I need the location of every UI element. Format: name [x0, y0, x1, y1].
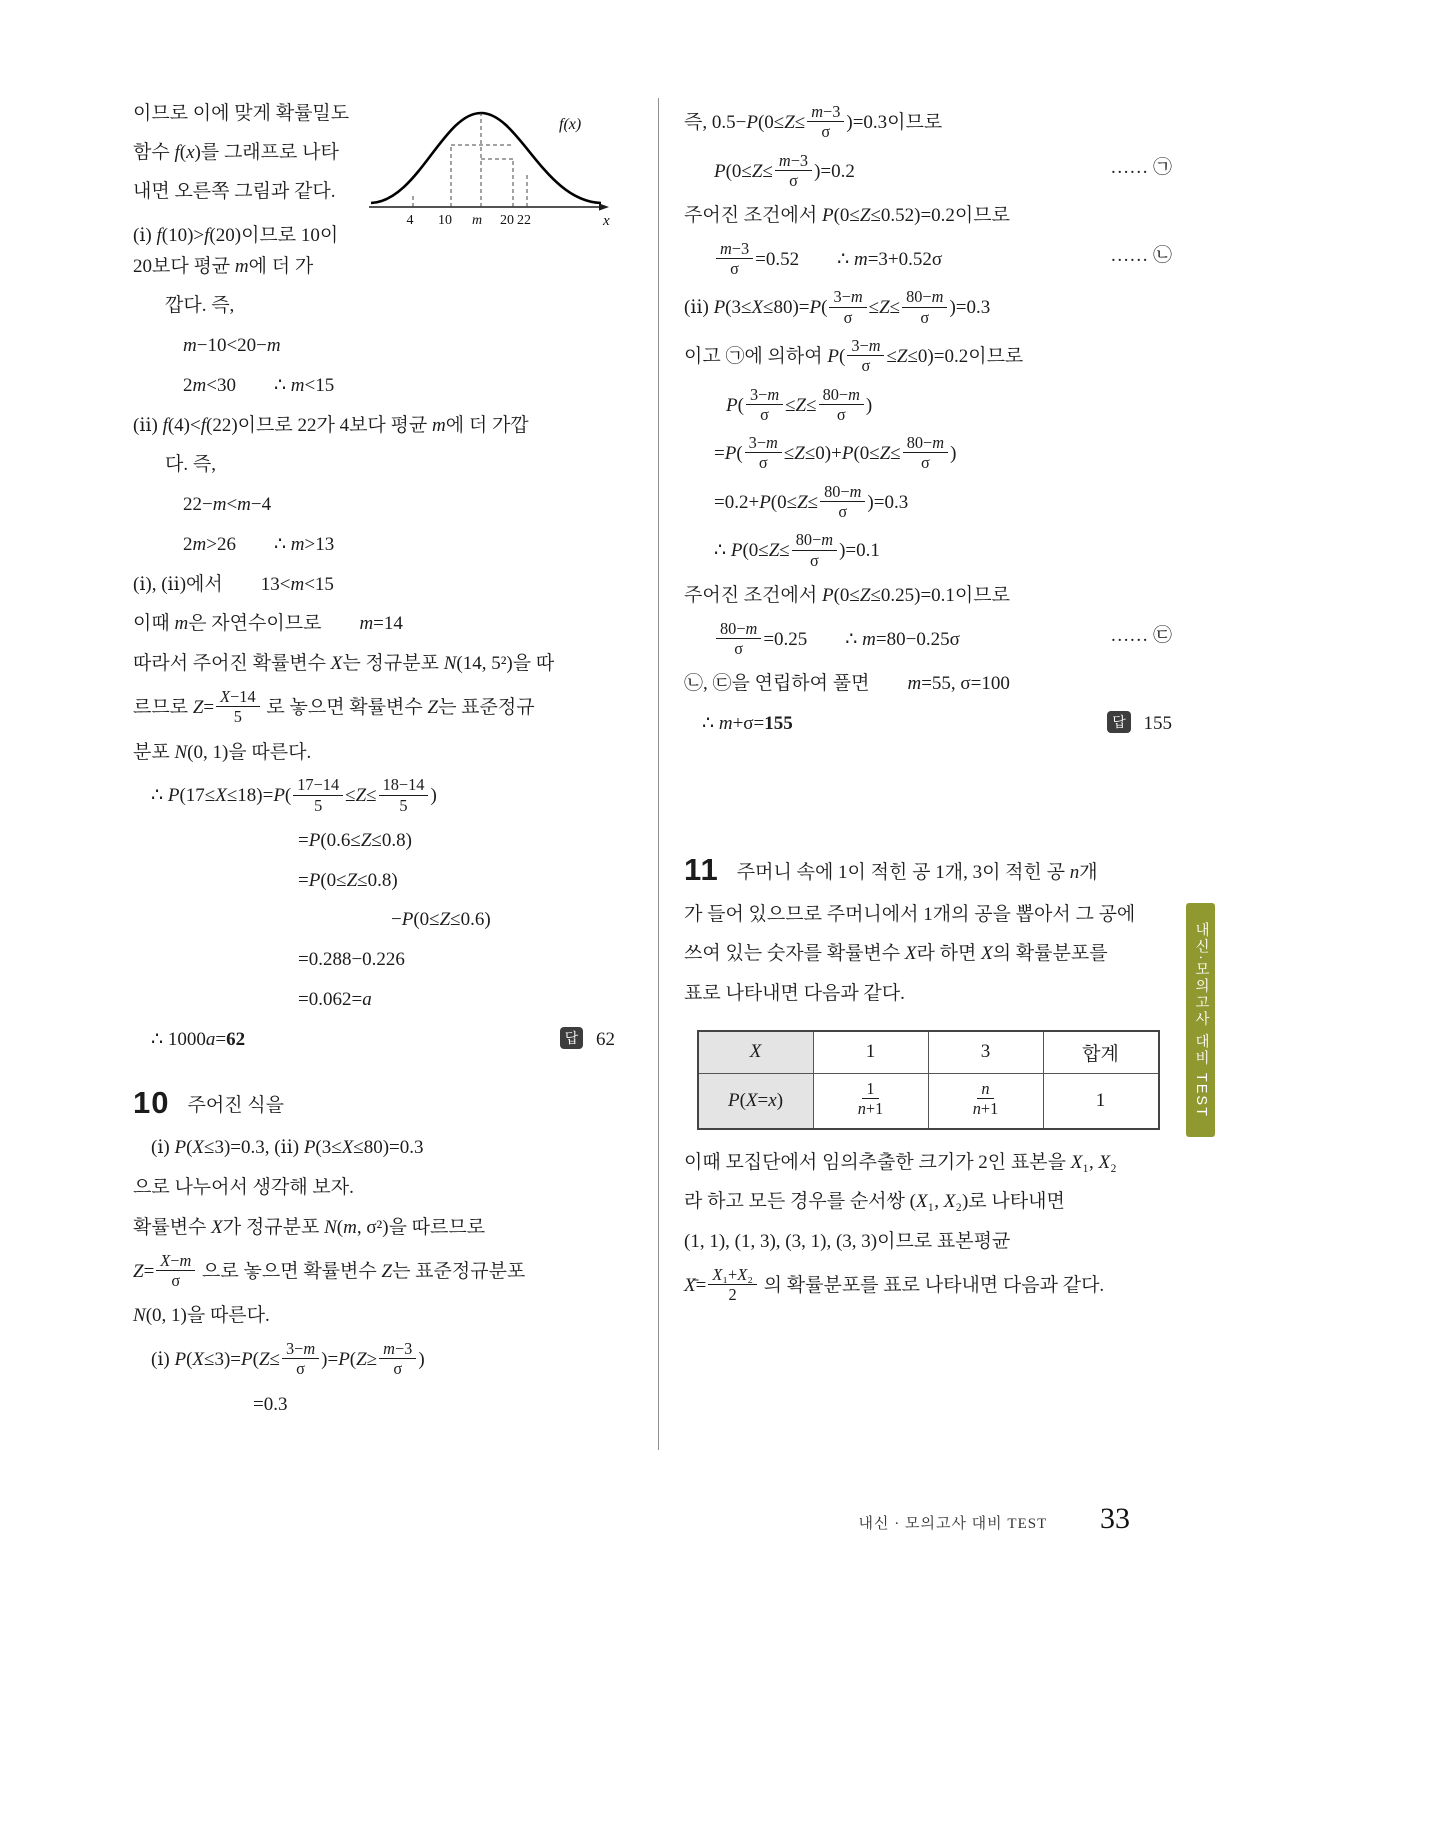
text-line: (ⅰ) P(X≤3)=0.3, (ⅱ) P(3≤X≤80)=0.3 [151, 1137, 424, 1159]
text-line: 표로 나타내면 다음과 같다. [684, 983, 905, 1005]
table-header-row [698, 1031, 1159, 1074]
text-line: 라 하고 모든 경우를 순서쌍 (X₁, X₂)로 나타내면 [684, 1191, 1065, 1213]
text-line: =0.3 [253, 1393, 288, 1415]
x-axis-label: x [603, 213, 610, 229]
text-line: (ⅰ), (ⅱ)에서 13<m<15 [133, 573, 334, 595]
table-cell: 1 [1043, 1073, 1159, 1128]
table-cell: X [698, 1031, 814, 1074]
text-line: 깝다. 즉, [165, 295, 235, 317]
text-line: 주어진 조건에서 P(0≤Z≤0.52)=0.2이므로 [684, 205, 1010, 227]
problem10-continued-lines [684, 104, 1172, 740]
text-line: =0.2+P(0≤Z≤ $\frac{80-m}{\sigma}$ )=0.3 [714, 481, 909, 521]
svg-text:22: 22 [517, 213, 531, 228]
text-line: (ⅰ) f(10)>f(20)이므로 10이 20보다 평균 m에 더 가 [133, 224, 343, 277]
table-cell: P(X=x) [698, 1073, 814, 1128]
text-line: ∴ m+σ=155 답 155 [684, 709, 1172, 740]
text-line: =0.062=a [298, 988, 372, 1010]
text-line: ∴ 1000a=62 답 62 [133, 1025, 615, 1056]
problem10-heading [133, 1085, 615, 1121]
text-line: ∴ P(0≤Z≤ $\frac{80-m}{\sigma}$ )=0.1 [714, 530, 880, 570]
page-number: 33 [1100, 1502, 1130, 1535]
text-line: 2m<30 ∴ m<15 [183, 374, 335, 396]
normal-distribution-graph [363, 95, 615, 247]
left-column [133, 95, 615, 1429]
text-line: 이고 ㉠에 의하여 P( $\frac{3-m}{\sigma}$ ≤Z≤0)=0.2이므로 [684, 336, 1024, 376]
text-line: 이때 m은 자연수이므로 m=14 [133, 613, 403, 635]
text-line: (ⅱ) f(4)<f(22)이므로 22가 4보다 평균 m에 더 가깝 [133, 414, 529, 436]
fx-label: f(x) [559, 116, 582, 133]
text-line: 확률변수 X가 정규분포 N(m, σ²)을 따르므로 [133, 1217, 486, 1239]
table-cell: $\frac{1}{n+1}$ [813, 1073, 928, 1128]
svg-text:20: 20 [500, 213, 514, 228]
problem11-intro-text: 주머니 속에 1이 적힌 공 1개, 3이 적힌 공 n개 [736, 861, 1098, 883]
probability-distribution-table [697, 1030, 1160, 1130]
column-divider [658, 98, 659, 1450]
problem10-intro-text: 주어진 식을 [187, 1095, 285, 1117]
problem11-lines-before-table [684, 900, 1172, 1010]
table-cell: 3 [928, 1031, 1043, 1074]
text-line: 2m>26 ∴ m>13 [183, 533, 335, 555]
problem11-heading [684, 852, 1172, 888]
text-line: =P( $\frac{3-m}{\sigma}$ ≤Z≤0)+P(0≤Z≤ $\frac{80-m}{\sigma}$ ) [714, 433, 957, 473]
section-side-tab: 내신·모의고사 대비 TEST [1186, 903, 1215, 1137]
table-row [698, 1073, 1159, 1128]
problem11-lines-after-table [684, 1148, 1172, 1307]
normal-curve-figure [363, 95, 615, 247]
text-line: (ⅱ) P(3≤X≤80)=P( $\frac{3-m}{\sigma}$ ≤Z≤ $\frac{80-m}{\sigma}$ )=0.3 [684, 287, 991, 327]
text-line: N(0, 1)을 따른다. [133, 1305, 270, 1327]
text-line: 르므로 Z= $\frac{X-14}{5}$ 로 놓으면 확률변수 Z는 표준정규 [133, 687, 535, 727]
answer-badge: 답 [1107, 711, 1131, 733]
text-line: X̄= $\frac{\text{X₁+X₂}}{2}$ 의 확률분포를 표로 나타내면 다음과 같다. [684, 1264, 1105, 1305]
text-line: (ⅰ) P(X≤3)=P(Z≤ $\frac{3-m}{\sigma}$ )=P(Z≥ $\frac{m-3}{\sigma}$ ) [151, 1339, 425, 1379]
line-right-mark: 답 62 [560, 1025, 615, 1056]
text-line: 으로 나누어서 생각해 보자. [133, 1177, 354, 1199]
problem10-solution-lines [133, 1133, 615, 1420]
problem9-solution-intro [133, 95, 615, 229]
text-line: −P(0≤Z≤0.6) [391, 909, 491, 931]
guide-lines [413, 113, 527, 207]
problem11-number: 11 [684, 851, 719, 887]
text-line: $\frac{80-m}{\sigma}$ =0.25 ∴ m=80−0.25σ …… ㉢ [684, 621, 1172, 661]
svg-text:4: 4 [406, 213, 414, 228]
text-line: 쓰여 있는 숫자를 확률변수 X라 하면 X의 확률분포를 [684, 943, 1108, 965]
answer-badge: 답 [560, 1027, 584, 1049]
text-line: 즉, 0.5−P(0≤Z≤ $\frac{m-3}{\sigma}$ )=0.3이므로 [684, 102, 943, 142]
text-line: =P(0≤Z≤0.8) [298, 869, 398, 891]
right-column [684, 95, 1172, 1315]
text-line: 분포 N(0, 1)을 따른다. [133, 741, 312, 763]
table-cell: 합계 [1043, 1031, 1159, 1074]
table-cell: $\frac{n}{n+1}$ [928, 1073, 1043, 1128]
text-line: =0.288−0.226 [298, 949, 405, 971]
text-line: 다. 즉, [165, 454, 216, 476]
problem10-number: 10 [133, 1085, 170, 1121]
text-line: 22−m<m−4 [183, 494, 272, 516]
page-footer [0, 1502, 1130, 1536]
text-line: P(0≤Z≤ $\frac{m-3}{\sigma}$ )=0.2 …… ㉠ [714, 150, 1172, 190]
text-line: (1, 1), (1, 3), (3, 1), (3, 3)이므로 표본평균 [684, 1231, 1011, 1253]
text-line: m−10<20−m [183, 335, 281, 357]
tick-labels [407, 213, 532, 228]
text-line: P( $\frac{3-m}{\sigma}$ ≤Z≤ $\frac{80-m}{\sigma}$ ) [726, 384, 873, 424]
problem9-solution-lines [133, 221, 615, 1056]
svg-text:m: m [471, 213, 483, 228]
footer-section-label: 내신 · 모의고사 대비 TEST [858, 1516, 1048, 1532]
text-line: ∴ P(17≤X≤18)=P( $\frac{17-14}{5}$ ≤Z≤ $\frac{18-14}{5}$ ) [151, 775, 437, 815]
svg-text:10: 10 [438, 213, 452, 228]
text-line: $\frac{m-3}{\sigma}$ =0.52 ∴ m=3+0.52σ …… ㉡ [684, 241, 1172, 281]
table-cell: 1 [813, 1031, 928, 1074]
line-right-mark: …… ㉠ [1110, 156, 1172, 178]
text-line: 이때 모집단에서 임의추출한 크기가 2인 표본을 X₁, X₂ [684, 1151, 1117, 1173]
text-line: Z= $\frac{X-m}{\sigma}$ 으로 놓으면 확률변수 Z는 표준정규분포 [133, 1250, 526, 1291]
x-axis-arrow [599, 203, 609, 210]
text-line: =P(0.6≤Z≤0.8) [298, 829, 412, 851]
text-line: 따라서 주어진 확률변수 X는 정규분포 N(14, 5²)을 따 [133, 653, 555, 675]
line-right-mark: …… ㉡ [1110, 244, 1172, 266]
text-line: 가 들어 있으므로 주머니에서 1개의 공을 뽑아서 그 공에 [684, 903, 1136, 925]
line-right-mark: …… ㉢ [1110, 624, 1172, 646]
line-right-mark: 답 155 [1107, 709, 1172, 740]
problem9-intro-text: 이므로 이에 맞게 확률밀도함수 f(x)를 그래프로 나타내면 오른쪽 그림과 같다. [133, 103, 350, 202]
text-line: 주어진 조건에서 P(0≤Z≤0.25)=0.1이므로 [684, 584, 1010, 606]
text-line: ㉡, ㉢을 연립하여 풀면 m=55, σ=100 [684, 673, 1010, 695]
